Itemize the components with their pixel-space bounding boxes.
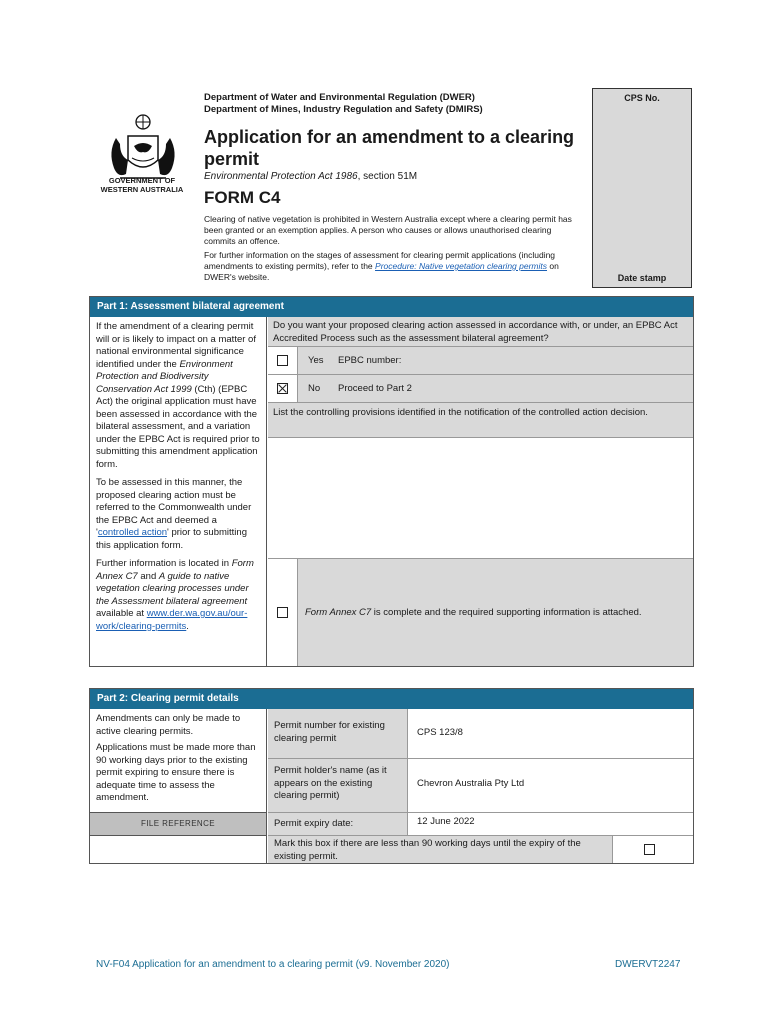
guidance-p3-c: available at bbox=[96, 608, 147, 619]
part1-guidance-p3 bbox=[96, 558, 260, 633]
less-than-90-days-row bbox=[268, 835, 693, 863]
less-than-90-days-cell bbox=[613, 836, 693, 863]
no-checkbox-cell bbox=[268, 375, 298, 402]
part1-guidance bbox=[90, 317, 267, 666]
footer-form-reference: NV-F04 Application for an amendment to a clearing permit (v9. November 2020) bbox=[96, 959, 450, 970]
part2-guidance-p1: Amendments can only be made to active clearing permits. bbox=[96, 713, 241, 737]
epbc-question: Do you want your proposed clearing action assessed in accordance with, or under, an EPBC Act Accredited Process such as the assessment bilateral agreement? bbox=[268, 317, 693, 346]
intro-paragraph-1: Clearing of native vegetation is prohibited in Western Australia except where a clearing permit has been granted or an exemption applies. A person who causes or allows unauthorised clearing commits an offence. bbox=[204, 214, 572, 246]
permit-expiry-row bbox=[268, 812, 693, 835]
no-checkbox-icon[interactable] bbox=[277, 383, 288, 394]
annex-checkbox-cell bbox=[268, 559, 298, 666]
cps-label: CPS No. bbox=[624, 93, 660, 103]
part2-section bbox=[89, 688, 694, 864]
permit-holder-field[interactable]: Chevron Australia Pty Ltd bbox=[408, 759, 693, 812]
department-line-1: Department of Water and Environmental Regulation (DWER) bbox=[204, 92, 475, 103]
permit-number-row bbox=[268, 709, 693, 758]
epbc-number-field[interactable] bbox=[418, 351, 688, 371]
guidance-p1-a: If the amendment of a clearing permit will or is likely to impact on a matter of national environmental significance identified under the bbox=[96, 321, 256, 370]
annex-row bbox=[268, 558, 693, 666]
part2-guidance-p2: Applications must be made more than 90 working days prior to the existing permit expiring to ensure there is adequate time to assess the amendment. bbox=[96, 742, 256, 803]
annex-c7-ref: Form Annex C7 bbox=[96, 558, 254, 582]
footer-code: DWERVT2247 bbox=[615, 959, 681, 970]
intro-text bbox=[204, 214, 574, 286]
less-than-90-days-label: Mark this box if there are less than 90 working days until the expiry of the existing permit. bbox=[268, 836, 613, 863]
part2-guidance bbox=[90, 709, 267, 812]
permit-number-field[interactable]: CPS 123/8 bbox=[408, 709, 693, 758]
clearing-permits-link[interactable]: www.der.wa.gov.au/our-work/clearing-permits bbox=[96, 608, 248, 632]
permit-holder-row bbox=[268, 758, 693, 812]
epbc-number-label: EPBC number: bbox=[338, 355, 402, 366]
government-label: GOVERNMENT OF WESTERN AUSTRALIA bbox=[100, 176, 184, 194]
annex-statement bbox=[305, 607, 642, 618]
guidance-p2-b: ' prior to submitting this application form. bbox=[96, 527, 247, 551]
guide-title: A guide to native vegetation clearing processes under the Assessment bilateral agreement bbox=[96, 570, 249, 607]
department-names bbox=[204, 92, 574, 116]
permit-number-label: Permit number for existing clearing permit bbox=[268, 709, 408, 758]
less-than-90-days-checkbox-icon[interactable] bbox=[644, 844, 655, 855]
cps-number-box[interactable] bbox=[592, 88, 692, 288]
intro-p2-start: For further information on the stages of assessment for clearing permit applications (including amendments to existing permits), refer to the bbox=[204, 250, 556, 271]
guidance-p3-d: . bbox=[186, 620, 189, 632]
part1-banner: Part 1: Assessment bilateral agreement bbox=[90, 297, 693, 317]
guidance-p3-b: and bbox=[137, 570, 159, 582]
part1-guidance-p1 bbox=[96, 321, 260, 471]
act-section: , section 51M bbox=[357, 171, 418, 182]
option-yes-row bbox=[268, 346, 693, 374]
controlled-action-link[interactable]: controlled action bbox=[97, 527, 168, 538]
yes-checkbox-cell bbox=[268, 347, 298, 374]
guidance-p1-b: (Cth) (EPBC Act) the original application must have been assessed in accordance with the bilateral assessment, and a variation under the EPBC Act is required prior to submitting this amendment application form. bbox=[96, 383, 260, 470]
yes-checkbox-icon[interactable] bbox=[277, 355, 288, 366]
guidance-p3-a: Further information is located in bbox=[96, 558, 232, 569]
procedure-link[interactable]: Procedure: Native vegetation clearing permits bbox=[375, 261, 548, 271]
page-title: Application for an amendment to a clearing permit bbox=[204, 127, 575, 169]
form-number: FORM C4 bbox=[204, 188, 281, 207]
yes-label: Yes bbox=[308, 355, 324, 366]
department-line-2: Department of Mines, Industry Regulation and Safety (DMIRS) bbox=[204, 104, 483, 115]
no-label: No bbox=[308, 383, 321, 394]
proceed-label: Proceed to Part 2 bbox=[338, 383, 412, 394]
intro-p2-end: on DWER's website. bbox=[204, 261, 559, 282]
annex-form-name: Form Annex C7 bbox=[305, 607, 372, 618]
part1-guidance-p2 bbox=[96, 477, 260, 552]
permit-expiry-field[interactable]: 12 June 2022 bbox=[408, 813, 693, 835]
act-reference bbox=[204, 171, 574, 182]
permit-holder-label: Permit holder's name (as it appears on the existing clearing permit) bbox=[268, 759, 408, 812]
annex-checkbox-icon[interactable] bbox=[277, 607, 288, 618]
file-reference-label: FILE REFERENCE bbox=[90, 812, 267, 835]
part1-section bbox=[89, 296, 694, 667]
controlling-provisions-field[interactable] bbox=[268, 437, 693, 558]
file-reference-field[interactable] bbox=[90, 835, 267, 863]
act-name: Environmental Protection Act 1986 bbox=[204, 171, 358, 182]
epbc-act-name: Environment Protection and Biodiversity Conservation Act 1999 bbox=[96, 358, 233, 395]
part2-banner: Part 2: Clearing permit details bbox=[90, 689, 693, 709]
annex-rest: is complete and the required supporting information is attached. bbox=[371, 607, 642, 618]
option-no-row bbox=[268, 374, 693, 402]
intro-paragraph-2 bbox=[204, 250, 574, 283]
permit-expiry-label: Permit expiry date: bbox=[268, 813, 408, 835]
guidance-p2-a: To be assessed in this manner, the proposed clearing action must be referred to the Commonwealth under the EPBC Act and deemed a ' bbox=[96, 477, 252, 538]
date-stamp-label: Date stamp bbox=[617, 273, 667, 283]
controlling-provisions-label: List the controlling provisions identified in the notification of the controlled action decision. bbox=[268, 402, 693, 437]
